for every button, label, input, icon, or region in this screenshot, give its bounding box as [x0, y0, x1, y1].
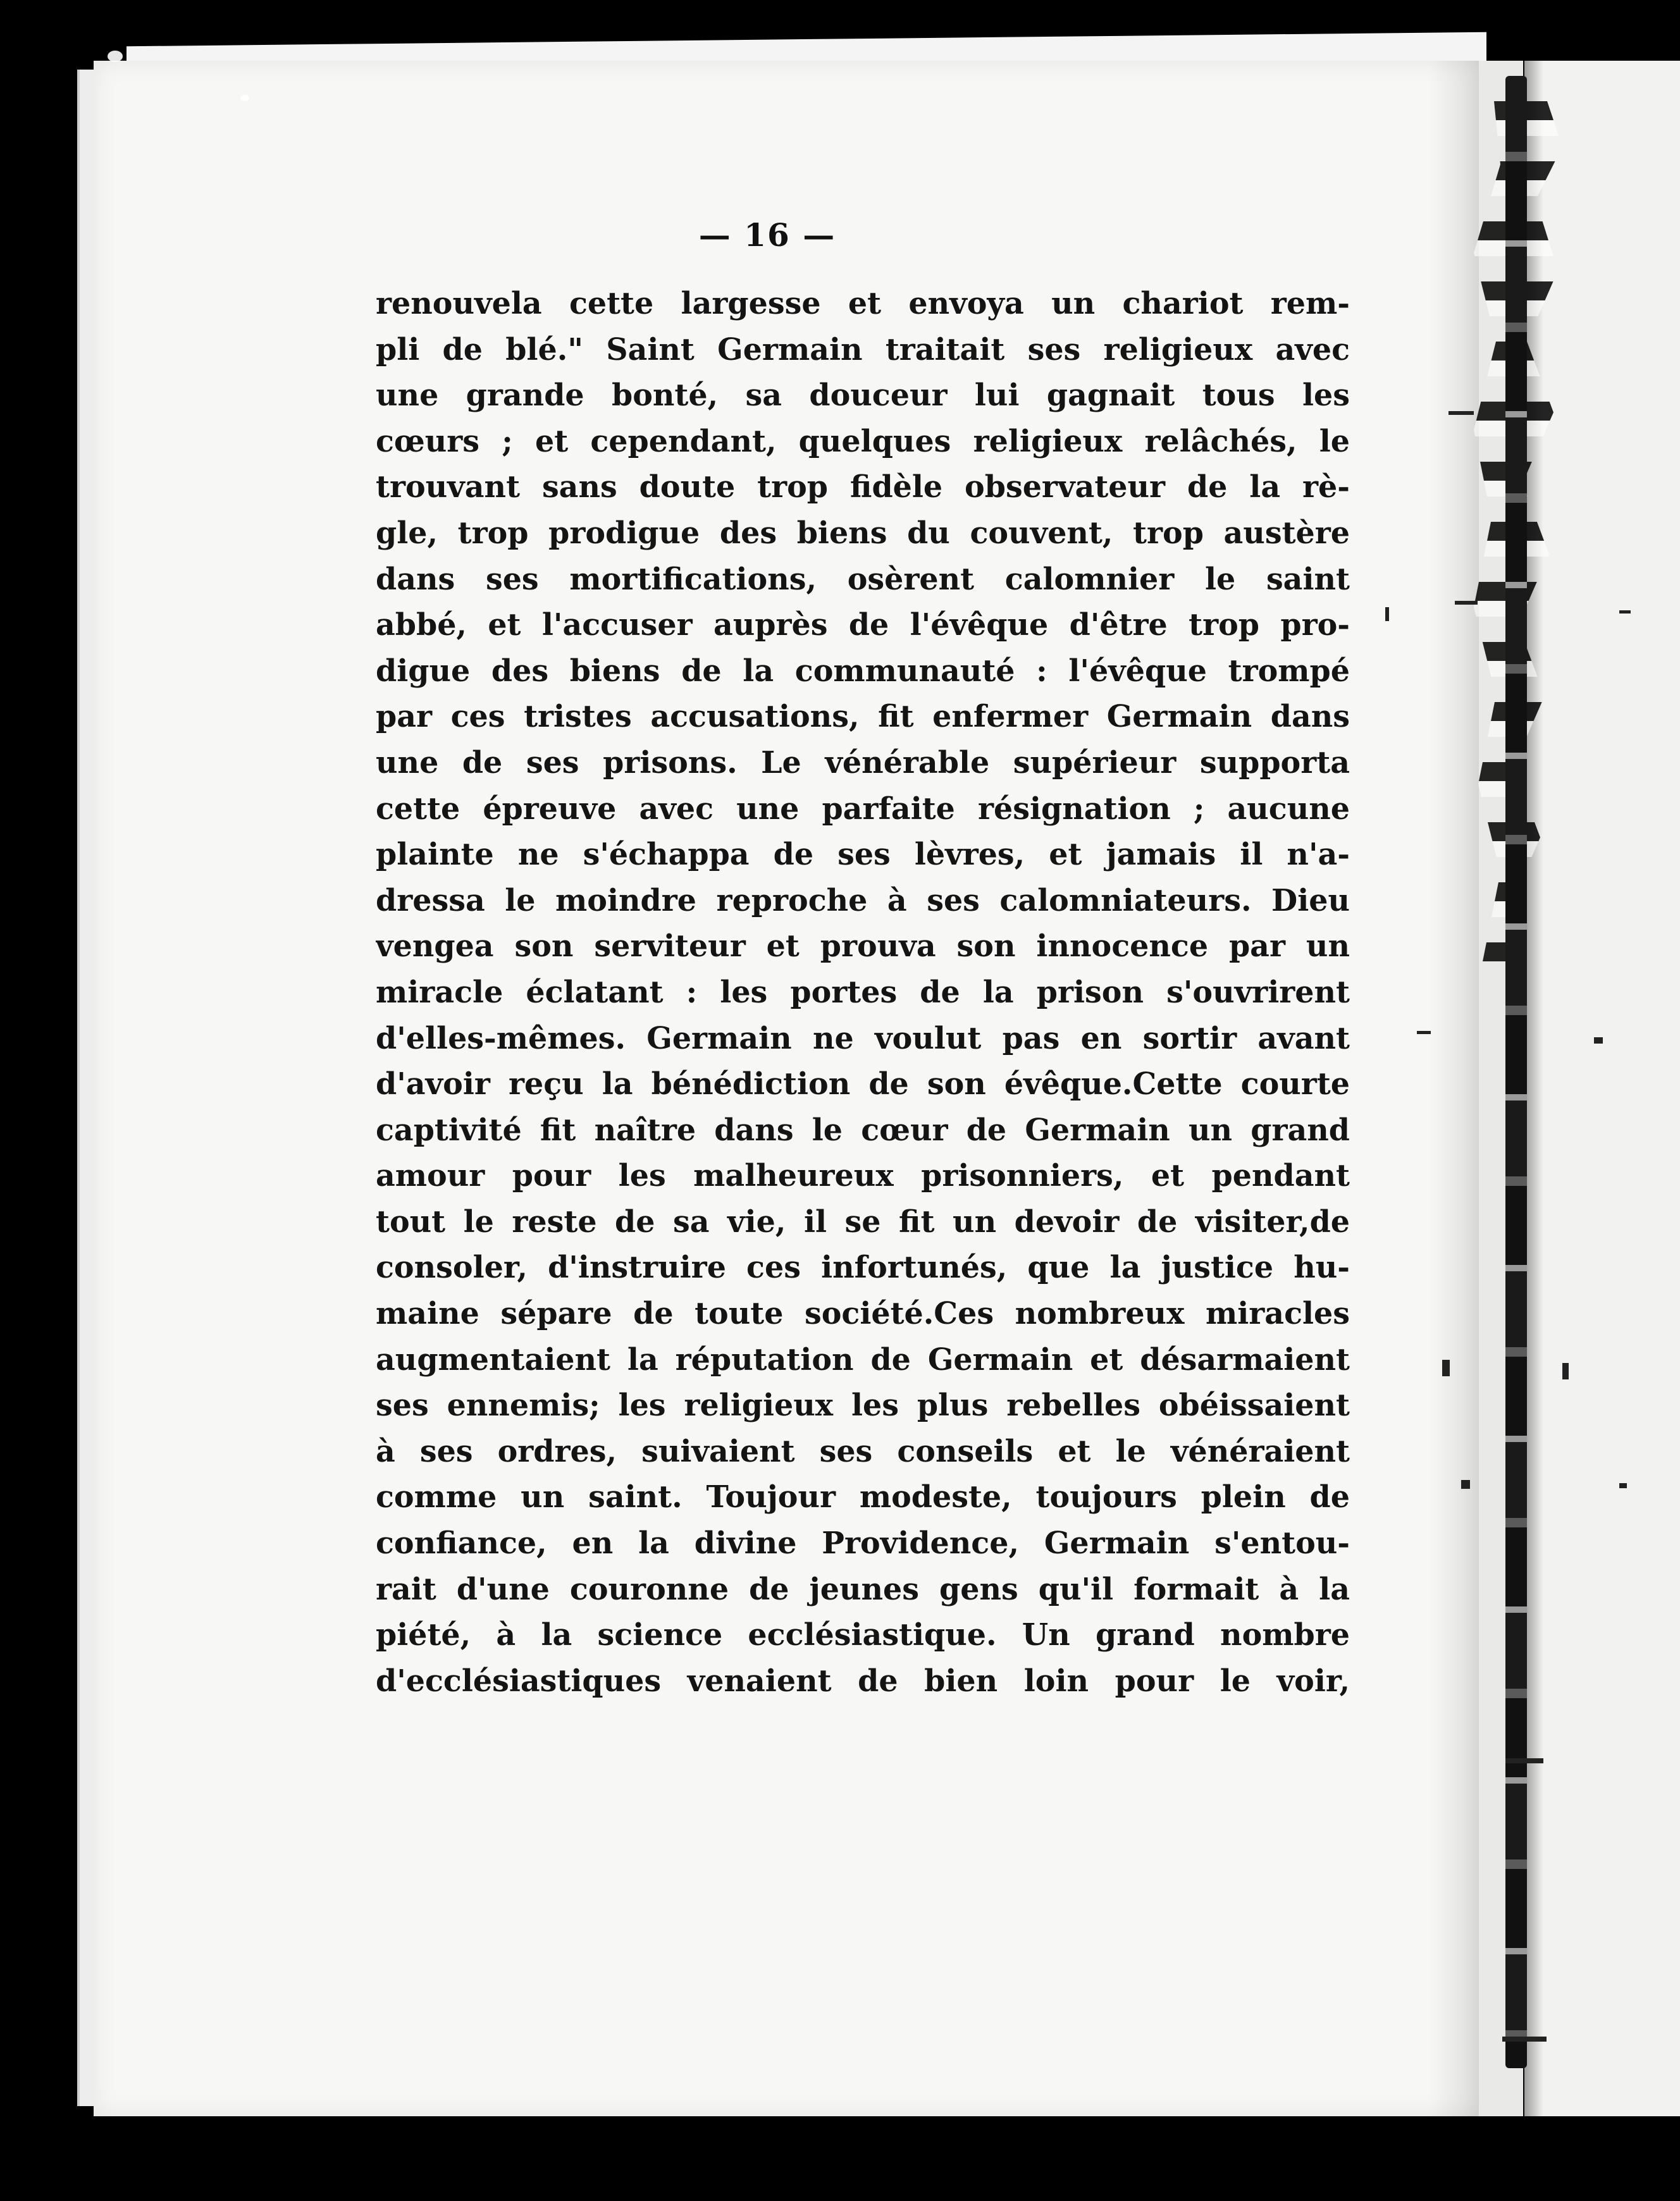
text-line: digue des biens de la communauté : l'évêque trompé	[376, 653, 1350, 689]
gutter-shadow	[1428, 61, 1479, 2116]
stitch-mark	[1385, 607, 1389, 621]
text-line: tout le reste de sa vie, il se fit un devoir de visiter,de	[376, 1204, 1350, 1240]
stitch-mark	[1619, 1483, 1627, 1488]
text-line: dressa le moindre reproche à ses calomniateurs. Dieu	[376, 882, 1350, 918]
text-line: gle, trop prodigue des biens du couvent, trop austère	[376, 515, 1350, 551]
text-line: pli de blé." Saint Germain traitait ses religieux avec	[376, 331, 1350, 367]
text-line: d'avoir reçu la bénédiction de son évêque.Cette courte	[376, 1066, 1350, 1102]
text-line: captivité fit naître dans le cœur de Germain un grand	[376, 1112, 1350, 1148]
text-line: d'elles-mêmes. Germain ne voulut pas en sortir avant	[376, 1020, 1350, 1056]
scan-speck	[108, 51, 123, 62]
text-line: ses ennemis; les religieux les plus rebelles obéissaient	[376, 1388, 1350, 1424]
stitch-mark	[1448, 411, 1474, 415]
stitch-mark	[1619, 610, 1631, 613]
stitch-mark	[1417, 1031, 1431, 1034]
stitch-mark	[1505, 1758, 1543, 1763]
text-line: cette épreuve avec une parfaite résignation ; aucune	[376, 791, 1350, 827]
text-line: d'ecclésiastiques venaient de bien loin pour le voir,	[376, 1663, 1350, 1699]
text-line: renouvela cette largesse et envoya un chariot rem-	[376, 286, 1350, 321]
text-line: à ses ordres, suivaient ses conseils et le vénéraient	[376, 1433, 1350, 1469]
text-line: plainte ne s'échappa de ses lèvres, et jamais il n'a-	[376, 837, 1350, 873]
stitch-mark	[1562, 1363, 1569, 1379]
stitch-mark	[1502, 2037, 1547, 2042]
facing-page-edge	[1524, 61, 1680, 2116]
text-line: confiance, en la divine Providence, Germain s'entou-	[376, 1526, 1350, 1562]
stitch-mark	[1594, 1037, 1603, 1044]
text-line: comme un saint. Toujour modeste, toujours plein de	[376, 1479, 1350, 1515]
text-line: miracle éclatant : les portes de la prison s'ouvrirent	[376, 974, 1350, 1010]
text-line: une de ses prisons. Le vénérable supérieur supporta	[376, 744, 1350, 780]
text-line: une grande bonté, sa douceur lui gagnait tous les	[376, 378, 1350, 414]
stitch-mark	[1455, 601, 1478, 605]
stitch-mark	[1442, 1360, 1450, 1376]
text-line: cœurs ; et cependant, quelques religieux relâchés, le	[376, 423, 1350, 459]
body-text	[376, 281, 1350, 1704]
text-line: augmentaient la réputation de Germain et désarmaient	[376, 1341, 1350, 1378]
binding-spine	[1505, 76, 1527, 2068]
text-line: piété, à la science ecclésiastique. Un grand nombre	[376, 1617, 1350, 1653]
text-line: par ces tristes accusations, fit enfermer Germain dans	[376, 699, 1350, 735]
text-line: consoler, d'instruire ces infortunés, que la justice hu-	[376, 1250, 1350, 1286]
scan-speck	[240, 95, 249, 101]
text-line: rait d'une couronne de jeunes gens qu'il formait à la	[376, 1571, 1350, 1607]
text-line: dans ses mortifications, osèrent calomnier le saint	[376, 561, 1350, 597]
page-number: — 16 —	[698, 216, 836, 254]
text-line: amour pour les malheureux prisonniers, et pendant	[376, 1158, 1350, 1194]
text-line: vengea son serviteur et prouva son innocence par un	[376, 928, 1350, 965]
text-line: maine sépare de toute société.Ces nombreux miracles	[376, 1296, 1350, 1332]
text-line: trouvant sans doute trop fidèle observateur de la rè-	[376, 469, 1350, 505]
book-page	[94, 61, 1479, 2116]
stitch-mark	[1461, 1480, 1470, 1489]
text-line: abbé, et l'accuser auprès de l'évêque d'être trop pro-	[376, 607, 1350, 643]
